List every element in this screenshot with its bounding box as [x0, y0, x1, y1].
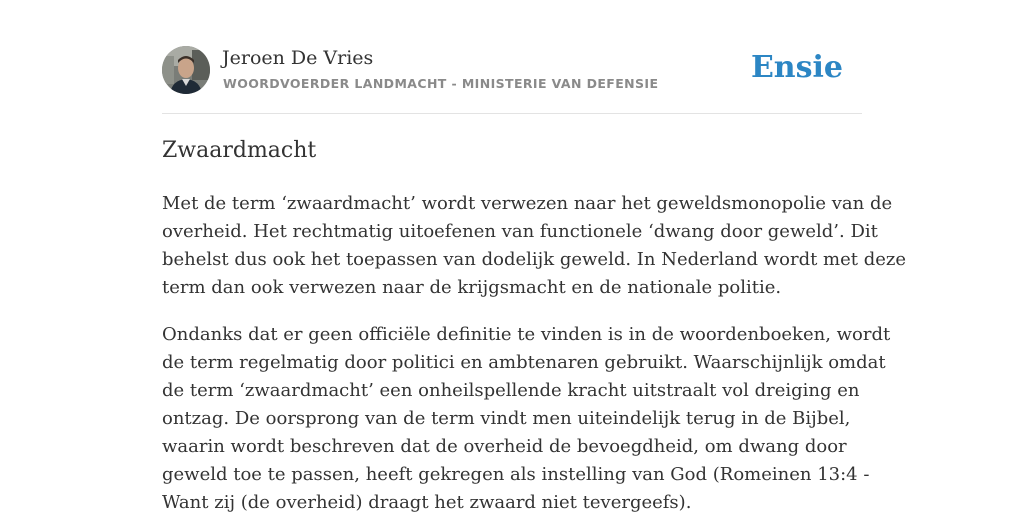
paragraph-line: Met de term ‘zwaardmacht’ wordt verwezen naar het geweldsmonopolie van de	[162, 193, 893, 214]
author-name[interactable]: Jeroen De Vries	[222, 47, 374, 69]
author-header	[162, 46, 862, 114]
avatar-photo-icon	[162, 46, 210, 94]
paragraph-line: geweld toe te passen, heeft gekregen als instelling van God (Romeinen 13:4 -	[162, 464, 870, 485]
article-title: Zwaardmacht	[162, 138, 317, 163]
paragraph-line: Ondanks dat er geen officiële definitie te vinden is in de woordenboeken, wordt	[162, 324, 891, 345]
paragraph-line: term dan ook verwezen naar de krijgsmacht en de nationale politie.	[162, 277, 782, 298]
author-role: WOORDVOERDER LANDMACHT - MINISTERIE VAN DEFENSIE	[223, 76, 659, 91]
header-divider	[162, 113, 862, 114]
paragraph-line: de term regelmatig door politici en ambtenaren gebruikt. Waarschijnlijk omdat	[162, 352, 886, 373]
paragraph-line: ontzag. De oorsprong van de term vindt men uiteindelijk terug in de Bijbel,	[162, 408, 851, 429]
paragraph-line: Want zij (de overheid) draagt het zwaard niet tevergeefs).	[162, 492, 692, 512]
article-paragraph	[162, 321, 891, 512]
article-paragraph	[162, 190, 907, 302]
paragraph-line: behelst dus ook het toepassen van dodelijk geweld. In Nederland wordt met deze	[162, 249, 907, 270]
paragraph-line: waarin wordt beschreven dat de overheid de bevoegdheid, om dwang door	[162, 436, 847, 457]
paragraph-line: overheid. Het rechtmatig uitoefenen van functionele ‘dwang door geweld’. Dit	[162, 221, 878, 242]
paragraph-line: de term ‘zwaardmacht’ een onheilspellende kracht uitstraalt vol dreiging en	[162, 380, 860, 401]
ensie-logo[interactable]: Ensie	[750, 50, 843, 85]
avatar[interactable]	[162, 46, 210, 94]
